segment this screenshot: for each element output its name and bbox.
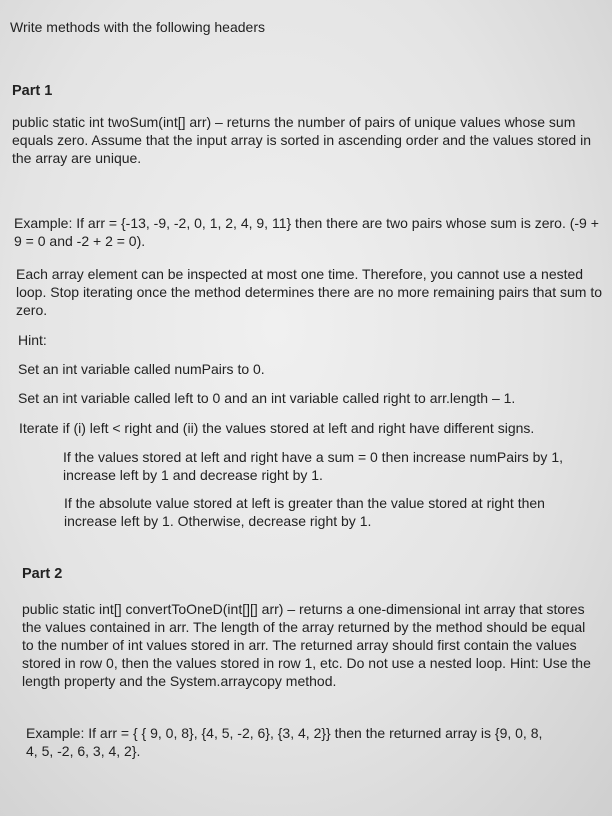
part2-signature: public static int[] convertToOneD(int[][] arr) – returns a one-dimensional int array that stores the values contained in arr. The length of the array returned by the method should be equal to the number of int values stored in arr. The returned array should first contain the values stored in row 0, then the values stored in row 1, etc. Do not use a nested loop. Hint: Use the length property and the System.arraycopy method. [22, 601, 591, 689]
intro-text: Write methods with the following headers [10, 19, 265, 35]
part1-hint-sub2: If the absolute value stored at left is greater than the value stored at right then increase left by 1. Otherwise, decrease right by 1. [64, 495, 545, 529]
part2-example: Example: If arr = { { 9, 0, 8}, {4, 5, -2, 6}, {3, 4, 2}} then the returned array is {9, 0, 8, 4, 5, -2, 6, 3, 4, 2}. [26, 725, 543, 759]
part1-constraint: Each array element can be inspected at most one time. Therefore, you cannot use a nested loop. Stop iterating once the method determines there are no more remaining pairs that sum to zero. [16, 266, 602, 318]
part1-signature: public static int twoSum(int[] arr) – returns the number of pairs of unique values whose sum equals zero. Assume that the input array is sorted in ascending order and the values stored in the array are unique. [12, 114, 592, 166]
part1-hint-step3: Iterate if (i) left < right and (ii) the values stored at left and right have different signs. [19, 420, 535, 436]
part1-example: Example: If arr = {-13, -9, -2, 0, 1, 2, 4, 9, 11} then there are two pairs whose sum is zero. (-9 + 9 = 0 and -2 + 2 = 0). [14, 215, 599, 249]
part2-heading: Part 2 [22, 566, 63, 582]
part1-heading: Part 1 [12, 83, 53, 99]
part1-hint-label: Hint: [18, 332, 47, 348]
part1-hint-sub1: If the values stored at left and right have a sum = 0 then increase numPairs by 1, increase left by 1 and decrease right by 1. [63, 449, 564, 483]
part1-hint-step2: Set an int variable called left to 0 and an int variable called right to arr.length – 1. [18, 390, 516, 406]
part1-hint-step1: Set an int variable called numPairs to 0. [18, 361, 265, 377]
